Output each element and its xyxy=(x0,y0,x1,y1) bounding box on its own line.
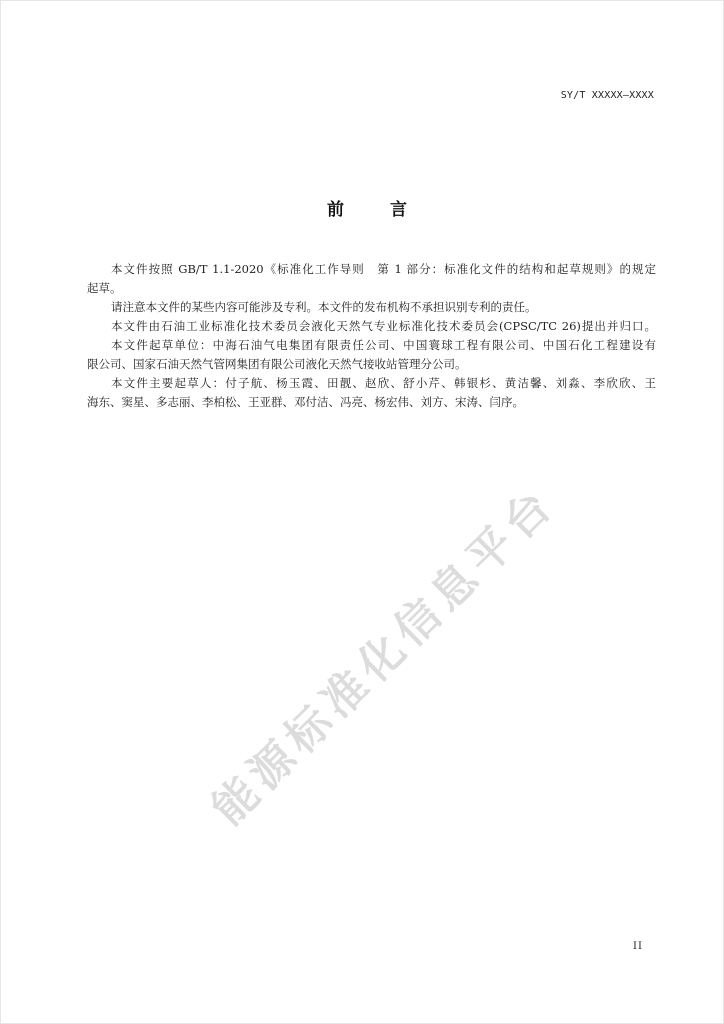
paragraph-line: 本文件起草单位：中海石油气电集团有限责任公司、中国寰球工程有限公司、中国石化工程建设有 xyxy=(111,338,656,352)
standard-number-header: SY/T XXXXX—XXXX xyxy=(560,90,654,101)
foreword-body xyxy=(87,260,656,412)
watermark: 能源标准化信息平台 xyxy=(202,477,566,836)
paragraph-line: 本文件按照 GB/T 1.1-2020《标准化工作导则 第 1 部分：标准化文件的结构和起草规则》的规定 xyxy=(111,262,656,276)
page-title: 前 言 xyxy=(327,200,411,220)
paragraph-line: 限公司、国家石油天然气管网集团有限公司液化天然气接收站管理分公司。 xyxy=(87,357,467,371)
paragraph-line: 本文件主要起草人：付子航、杨玉霞、田靓、赵欣、舒小芹、韩银杉、黄洁馨、刘淼、李欣欣、王 xyxy=(111,376,656,390)
paragraph-line: 本文件由石油工业标准化技术委员会液化天然气专业标准化技术委员会(CPSC/TC 26)提出并归口。 xyxy=(111,319,656,333)
page-number: II xyxy=(633,941,643,952)
paragraph-line: 起草。 xyxy=(87,281,122,295)
paragraph-line: 请注意本文件的某些内容可能涉及专利。本文件的发布机构不承担识别专利的责任。 xyxy=(111,300,537,314)
paragraph-line: 海东、窦星、多志丽、李柏松、王亚群、邓付洁、冯亮、杨宏伟、刘方、宋涛、闫序。 xyxy=(87,395,524,409)
